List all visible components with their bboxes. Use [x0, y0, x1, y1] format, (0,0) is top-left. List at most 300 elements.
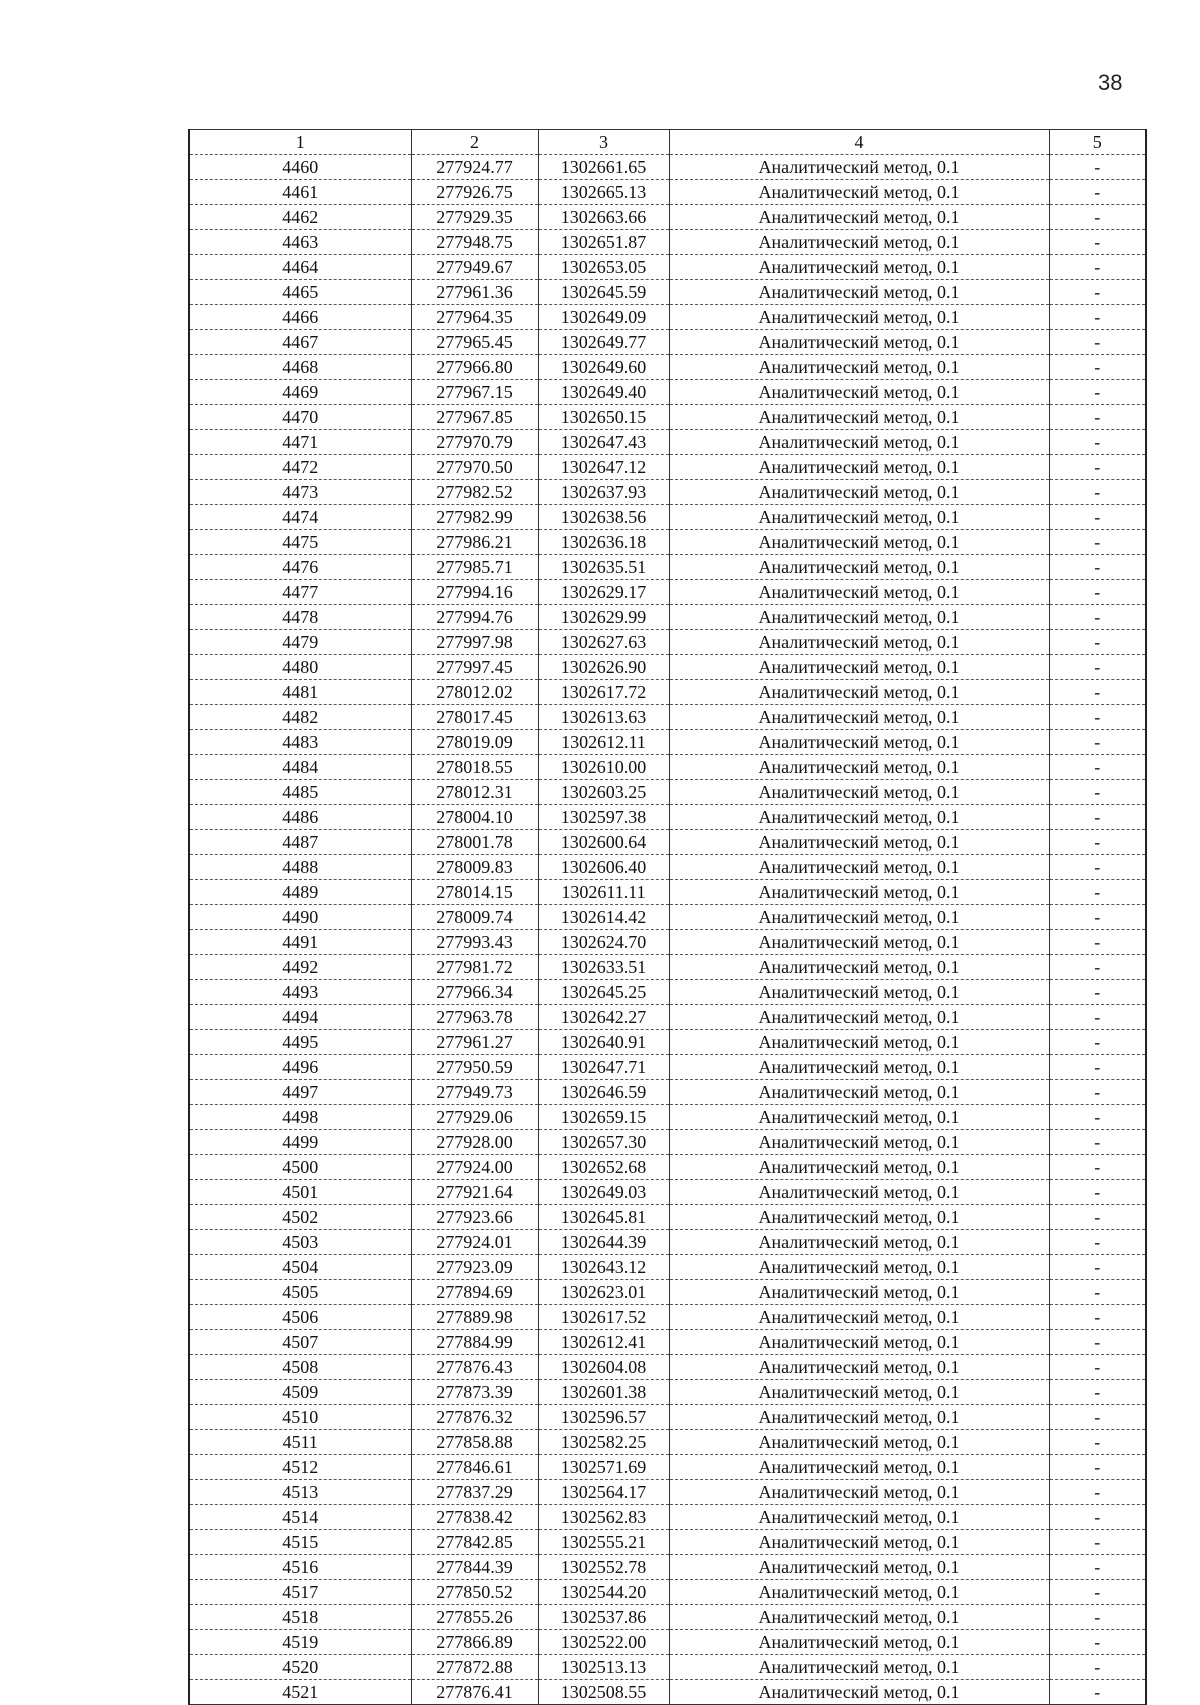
cell-x: 277966.34 — [411, 980, 538, 1005]
cell-x: 277970.79 — [411, 430, 538, 455]
cell-x: 277929.06 — [411, 1105, 538, 1130]
cell-method: Аналитический метод, 0.1 — [669, 1630, 1049, 1655]
cell-description: - — [1049, 755, 1146, 780]
cell-x: 277961.36 — [411, 280, 538, 305]
cell-method: Аналитический метод, 0.1 — [669, 1230, 1049, 1255]
cell-description: - — [1049, 230, 1146, 255]
table-row — [189, 1305, 1146, 1330]
cell-y: 1302665.13 — [538, 180, 669, 205]
page-number: 38 — [1098, 70, 1123, 95]
cell-y: 1302647.12 — [538, 455, 669, 480]
cell-point-number: 4509 — [189, 1380, 411, 1405]
cell-x: 278012.31 — [411, 780, 538, 805]
cell-x: 277929.35 — [411, 205, 538, 230]
cell-method: Аналитический метод, 0.1 — [669, 480, 1049, 505]
cell-point-number: 4486 — [189, 805, 411, 830]
cell-description: - — [1049, 1280, 1146, 1305]
cell-method: Аналитический метод, 0.1 — [669, 655, 1049, 680]
cell-point-number: 4468 — [189, 355, 411, 380]
cell-description: - — [1049, 930, 1146, 955]
cell-point-number: 4510 — [189, 1405, 411, 1430]
cell-point-number: 4505 — [189, 1280, 411, 1305]
cell-point-number: 4520 — [189, 1655, 411, 1680]
cell-x: 277981.72 — [411, 955, 538, 980]
table-row — [189, 1005, 1146, 1030]
table-row — [189, 1355, 1146, 1380]
cell-y: 1302596.57 — [538, 1405, 669, 1430]
cell-method: Аналитический метод, 0.1 — [669, 1505, 1049, 1530]
cell-x: 277924.01 — [411, 1230, 538, 1255]
cell-method: Аналитический метод, 0.1 — [669, 580, 1049, 605]
cell-method: Аналитический метод, 0.1 — [669, 305, 1049, 330]
cell-y: 1302522.00 — [538, 1630, 669, 1655]
cell-method: Аналитический метод, 0.1 — [669, 1205, 1049, 1230]
cell-point-number: 4465 — [189, 280, 411, 305]
cell-point-number: 4511 — [189, 1430, 411, 1455]
cell-y: 1302613.63 — [538, 705, 669, 730]
cell-x: 277855.26 — [411, 1605, 538, 1630]
cell-x: 277923.09 — [411, 1255, 538, 1280]
cell-y: 1302637.93 — [538, 480, 669, 505]
table-row — [189, 1180, 1146, 1205]
cell-point-number: 4503 — [189, 1230, 411, 1255]
cell-method: Аналитический метод, 0.1 — [669, 555, 1049, 580]
header-cell-description: 5 — [1049, 130, 1146, 155]
cell-description: - — [1049, 1355, 1146, 1380]
table-row — [189, 330, 1146, 355]
cell-method: Аналитический метод, 0.1 — [669, 1080, 1049, 1105]
cell-method: Аналитический метод, 0.1 — [669, 1480, 1049, 1505]
cell-x: 277889.98 — [411, 1305, 538, 1330]
table-row — [189, 1080, 1146, 1105]
cell-point-number: 4506 — [189, 1305, 411, 1330]
cell-x: 277961.27 — [411, 1030, 538, 1055]
table-row — [189, 1380, 1146, 1405]
table-row — [189, 1105, 1146, 1130]
cell-method: Аналитический метод, 0.1 — [669, 505, 1049, 530]
table-row — [189, 230, 1146, 255]
cell-y: 1302611.11 — [538, 880, 669, 905]
cell-description: - — [1049, 680, 1146, 705]
cell-description: - — [1049, 1130, 1146, 1155]
table-row — [189, 155, 1146, 180]
cell-y: 1302649.77 — [538, 330, 669, 355]
cell-y: 1302635.51 — [538, 555, 669, 580]
cell-y: 1302645.25 — [538, 980, 669, 1005]
cell-description: - — [1049, 1455, 1146, 1480]
cell-description: - — [1049, 855, 1146, 880]
cell-point-number: 4517 — [189, 1580, 411, 1605]
cell-x: 277985.71 — [411, 555, 538, 580]
cell-method: Аналитический метод, 0.1 — [669, 730, 1049, 755]
cell-description: - — [1049, 330, 1146, 355]
cell-description: - — [1049, 905, 1146, 930]
cell-description: - — [1049, 405, 1146, 430]
cell-point-number: 4488 — [189, 855, 411, 880]
cell-description: - — [1049, 355, 1146, 380]
cell-y: 1302649.09 — [538, 305, 669, 330]
cell-y: 1302663.66 — [538, 205, 669, 230]
cell-description: - — [1049, 630, 1146, 655]
cell-description: - — [1049, 880, 1146, 905]
cell-description: - — [1049, 780, 1146, 805]
cell-y: 1302601.38 — [538, 1380, 669, 1405]
cell-y: 1302623.01 — [538, 1280, 669, 1305]
cell-point-number: 4481 — [189, 680, 411, 705]
table-row — [189, 880, 1146, 905]
cell-description: - — [1049, 1505, 1146, 1530]
cell-point-number: 4495 — [189, 1030, 411, 1055]
cell-point-number: 4473 — [189, 480, 411, 505]
cell-description: - — [1049, 180, 1146, 205]
cell-method: Аналитический метод, 0.1 — [669, 755, 1049, 780]
cell-point-number: 4472 — [189, 455, 411, 480]
cell-point-number: 4487 — [189, 830, 411, 855]
cell-method: Аналитический метод, 0.1 — [669, 1305, 1049, 1330]
table-row — [189, 530, 1146, 555]
cell-y: 1302633.51 — [538, 955, 669, 980]
cell-description: - — [1049, 255, 1146, 280]
cell-x: 277993.43 — [411, 930, 538, 955]
cell-y: 1302644.39 — [538, 1230, 669, 1255]
table-row — [189, 605, 1146, 630]
cell-method: Аналитический метод, 0.1 — [669, 680, 1049, 705]
cell-description: - — [1049, 430, 1146, 455]
cell-y: 1302603.25 — [538, 780, 669, 805]
cell-x: 277876.32 — [411, 1405, 538, 1430]
cell-description: - — [1049, 730, 1146, 755]
cell-y: 1302645.59 — [538, 280, 669, 305]
cell-point-number: 4501 — [189, 1180, 411, 1205]
cell-y: 1302614.42 — [538, 905, 669, 930]
cell-method: Аналитический метод, 0.1 — [669, 255, 1049, 280]
cell-method: Аналитический метод, 0.1 — [669, 855, 1049, 880]
cell-method: Аналитический метод, 0.1 — [669, 1430, 1049, 1455]
cell-method: Аналитический метод, 0.1 — [669, 530, 1049, 555]
cell-x: 277966.80 — [411, 355, 538, 380]
cell-method: Аналитический метод, 0.1 — [669, 1455, 1049, 1480]
cell-point-number: 4484 — [189, 755, 411, 780]
cell-x: 278009.83 — [411, 855, 538, 880]
cell-x: 277876.41 — [411, 1680, 538, 1705]
cell-y: 1302508.55 — [538, 1680, 669, 1705]
cell-point-number: 4492 — [189, 955, 411, 980]
cell-x: 277844.39 — [411, 1555, 538, 1580]
cell-description: - — [1049, 705, 1146, 730]
cell-y: 1302513.13 — [538, 1655, 669, 1680]
cell-description: - — [1049, 530, 1146, 555]
cell-method: Аналитический метод, 0.1 — [669, 1030, 1049, 1055]
cell-y: 1302612.11 — [538, 730, 669, 755]
cell-description: - — [1049, 1105, 1146, 1130]
cell-description: - — [1049, 280, 1146, 305]
table-row — [189, 1555, 1146, 1580]
cell-description: - — [1049, 1630, 1146, 1655]
cell-point-number: 4467 — [189, 330, 411, 355]
cell-x: 277876.43 — [411, 1355, 538, 1380]
cell-x: 277963.78 — [411, 1005, 538, 1030]
cell-method: Аналитический метод, 0.1 — [669, 1405, 1049, 1430]
cell-x: 277926.75 — [411, 180, 538, 205]
cell-y: 1302537.86 — [538, 1605, 669, 1630]
cell-x: 278004.10 — [411, 805, 538, 830]
cell-method: Аналитический метод, 0.1 — [669, 205, 1049, 230]
cell-x: 277924.00 — [411, 1155, 538, 1180]
cell-x: 277894.69 — [411, 1280, 538, 1305]
cell-y: 1302651.87 — [538, 230, 669, 255]
table-row — [189, 780, 1146, 805]
table-row — [189, 1655, 1146, 1680]
cell-y: 1302647.43 — [538, 430, 669, 455]
cell-method: Аналитический метод, 0.1 — [669, 1530, 1049, 1555]
cell-method: Аналитический метод, 0.1 — [669, 980, 1049, 1005]
table-row — [189, 1480, 1146, 1505]
table-row — [189, 1230, 1146, 1255]
cell-point-number: 4518 — [189, 1605, 411, 1630]
cell-point-number: 4515 — [189, 1530, 411, 1555]
cell-x: 277924.77 — [411, 155, 538, 180]
cell-y: 1302629.99 — [538, 605, 669, 630]
cell-x: 277884.99 — [411, 1330, 538, 1355]
cell-y: 1302650.15 — [538, 405, 669, 430]
cell-description: - — [1049, 1155, 1146, 1180]
cell-description: - — [1049, 1005, 1146, 1030]
cell-y: 1302610.00 — [538, 755, 669, 780]
cell-method: Аналитический метод, 0.1 — [669, 805, 1049, 830]
cell-y: 1302649.40 — [538, 380, 669, 405]
cell-method: Аналитический метод, 0.1 — [669, 830, 1049, 855]
cell-point-number: 4490 — [189, 905, 411, 930]
table-row — [189, 830, 1146, 855]
cell-point-number: 4464 — [189, 255, 411, 280]
cell-y: 1302645.81 — [538, 1205, 669, 1230]
cell-x: 277997.45 — [411, 655, 538, 680]
cell-point-number: 4460 — [189, 155, 411, 180]
cell-description: - — [1049, 455, 1146, 480]
cell-point-number: 4482 — [189, 705, 411, 730]
cell-y: 1302562.83 — [538, 1505, 669, 1530]
cell-x: 277982.99 — [411, 505, 538, 530]
table-row — [189, 930, 1146, 955]
cell-x: 277949.67 — [411, 255, 538, 280]
cell-x: 277846.61 — [411, 1455, 538, 1480]
table-row — [189, 280, 1146, 305]
cell-point-number: 4513 — [189, 1480, 411, 1505]
cell-point-number: 4462 — [189, 205, 411, 230]
cell-method: Аналитический метод, 0.1 — [669, 1105, 1049, 1130]
table-row — [189, 1205, 1146, 1230]
cell-method: Аналитический метод, 0.1 — [669, 630, 1049, 655]
table-row — [189, 655, 1146, 680]
cell-point-number: 4461 — [189, 180, 411, 205]
cell-x: 277964.35 — [411, 305, 538, 330]
cell-x: 278017.45 — [411, 705, 538, 730]
cell-point-number: 4498 — [189, 1105, 411, 1130]
table-row — [189, 1505, 1146, 1530]
cell-x: 277967.15 — [411, 380, 538, 405]
table-row — [189, 180, 1146, 205]
header-cell-method: 4 — [669, 130, 1049, 155]
cell-point-number: 4485 — [189, 780, 411, 805]
cell-description: - — [1049, 1205, 1146, 1230]
cell-y: 1302652.68 — [538, 1155, 669, 1180]
cell-description: - — [1049, 580, 1146, 605]
cell-y: 1302647.71 — [538, 1055, 669, 1080]
cell-method: Аналитический метод, 0.1 — [669, 355, 1049, 380]
cell-point-number: 4507 — [189, 1330, 411, 1355]
cell-point-number: 4474 — [189, 505, 411, 530]
cell-x: 277866.89 — [411, 1630, 538, 1655]
table-row — [189, 1055, 1146, 1080]
cell-x: 277921.64 — [411, 1180, 538, 1205]
cell-y: 1302604.08 — [538, 1355, 669, 1380]
cell-y: 1302653.05 — [538, 255, 669, 280]
cell-method: Аналитический метод, 0.1 — [669, 605, 1049, 630]
cell-description: - — [1049, 1380, 1146, 1405]
cell-x: 278001.78 — [411, 830, 538, 855]
cell-y: 1302571.69 — [538, 1455, 669, 1480]
cell-point-number: 4508 — [189, 1355, 411, 1380]
header-cell-y: 3 — [538, 130, 669, 155]
cell-method: Аналитический метод, 0.1 — [669, 430, 1049, 455]
cell-point-number: 4521 — [189, 1680, 411, 1705]
cell-point-number: 4476 — [189, 555, 411, 580]
cell-description: - — [1049, 805, 1146, 830]
table-row — [189, 730, 1146, 755]
cell-point-number: 4478 — [189, 605, 411, 630]
cell-method: Аналитический метод, 0.1 — [669, 1180, 1049, 1205]
table-row — [189, 980, 1146, 1005]
cell-description: - — [1049, 1430, 1146, 1455]
cell-x: 277837.29 — [411, 1480, 538, 1505]
cell-y: 1302657.30 — [538, 1130, 669, 1155]
cell-point-number: 4479 — [189, 630, 411, 655]
cell-point-number: 4494 — [189, 1005, 411, 1030]
cell-method: Аналитический метод, 0.1 — [669, 230, 1049, 255]
table-row — [189, 1330, 1146, 1355]
table-row — [189, 905, 1146, 930]
table-row — [189, 505, 1146, 530]
cell-y: 1302624.70 — [538, 930, 669, 955]
cell-point-number: 4496 — [189, 1055, 411, 1080]
table-row — [189, 1430, 1146, 1455]
cell-method: Аналитический метод, 0.1 — [669, 405, 1049, 430]
cell-description: - — [1049, 555, 1146, 580]
cell-y: 1302629.17 — [538, 580, 669, 605]
cell-point-number: 4512 — [189, 1455, 411, 1480]
cell-method: Аналитический метод, 0.1 — [669, 380, 1049, 405]
cell-point-number: 4499 — [189, 1130, 411, 1155]
cell-description: - — [1049, 1305, 1146, 1330]
cell-y: 1302606.40 — [538, 855, 669, 880]
cell-method: Аналитический метод, 0.1 — [669, 1280, 1049, 1305]
table-row — [189, 755, 1146, 780]
cell-description: - — [1049, 605, 1146, 630]
table-row — [189, 205, 1146, 230]
cell-method: Аналитический метод, 0.1 — [669, 1605, 1049, 1630]
table-row — [189, 955, 1146, 980]
cell-description: - — [1049, 480, 1146, 505]
cell-point-number: 4514 — [189, 1505, 411, 1530]
cell-point-number: 4470 — [189, 405, 411, 430]
cell-x: 278018.55 — [411, 755, 538, 780]
cell-x: 277982.52 — [411, 480, 538, 505]
table-row — [189, 680, 1146, 705]
table-row — [189, 855, 1146, 880]
cell-description: - — [1049, 1680, 1146, 1705]
cell-description: - — [1049, 1055, 1146, 1080]
cell-x: 277965.45 — [411, 330, 538, 355]
cell-x: 277994.76 — [411, 605, 538, 630]
cell-y: 1302626.90 — [538, 655, 669, 680]
cell-point-number: 4469 — [189, 380, 411, 405]
cell-y: 1302617.52 — [538, 1305, 669, 1330]
cell-description: - — [1049, 1230, 1146, 1255]
table-row — [189, 1155, 1146, 1180]
cell-method: Аналитический метод, 0.1 — [669, 1005, 1049, 1030]
cell-y: 1302627.63 — [538, 630, 669, 655]
cell-point-number: 4500 — [189, 1155, 411, 1180]
cell-method: Аналитический метод, 0.1 — [669, 905, 1049, 930]
cell-y: 1302555.21 — [538, 1530, 669, 1555]
table-row — [189, 355, 1146, 380]
cell-description: - — [1049, 1530, 1146, 1555]
cell-point-number: 4477 — [189, 580, 411, 605]
cell-point-number: 4502 — [189, 1205, 411, 1230]
cell-method: Аналитический метод, 0.1 — [669, 455, 1049, 480]
cell-x: 278014.15 — [411, 880, 538, 905]
table-row — [189, 1455, 1146, 1480]
cell-x: 277873.39 — [411, 1380, 538, 1405]
cell-y: 1302564.17 — [538, 1480, 669, 1505]
cell-x: 277858.88 — [411, 1430, 538, 1455]
table-row — [189, 455, 1146, 480]
cell-method: Аналитический метод, 0.1 — [669, 330, 1049, 355]
cell-method: Аналитический метод, 0.1 — [669, 930, 1049, 955]
cell-x: 277842.85 — [411, 1530, 538, 1555]
cell-method: Аналитический метод, 0.1 — [669, 1255, 1049, 1280]
cell-x: 278019.09 — [411, 730, 538, 755]
cell-method: Аналитический метод, 0.1 — [669, 280, 1049, 305]
cell-description: - — [1049, 1555, 1146, 1580]
cell-x: 277950.59 — [411, 1055, 538, 1080]
cell-x: 277986.21 — [411, 530, 538, 555]
cell-y: 1302642.27 — [538, 1005, 669, 1030]
cell-y: 1302649.03 — [538, 1180, 669, 1205]
cell-method: Аналитический метод, 0.1 — [669, 880, 1049, 905]
cell-description: - — [1049, 655, 1146, 680]
cell-y: 1302649.60 — [538, 355, 669, 380]
cell-description: - — [1049, 1480, 1146, 1505]
cell-method: Аналитический метод, 0.1 — [669, 1680, 1049, 1705]
cell-point-number: 4483 — [189, 730, 411, 755]
cell-point-number: 4504 — [189, 1255, 411, 1280]
cell-point-number: 4475 — [189, 530, 411, 555]
cell-x: 278012.02 — [411, 680, 538, 705]
cell-x: 277967.85 — [411, 405, 538, 430]
cell-x: 277850.52 — [411, 1580, 538, 1605]
cell-description: - — [1049, 380, 1146, 405]
cell-x: 278009.74 — [411, 905, 538, 930]
cell-y: 1302640.91 — [538, 1030, 669, 1055]
cell-method: Аналитический метод, 0.1 — [669, 1055, 1049, 1080]
cell-y: 1302617.72 — [538, 680, 669, 705]
cell-point-number: 4471 — [189, 430, 411, 455]
coordinates-table — [188, 129, 1147, 1705]
table-row — [189, 555, 1146, 580]
cell-method: Аналитический метод, 0.1 — [669, 1155, 1049, 1180]
cell-point-number: 4480 — [189, 655, 411, 680]
